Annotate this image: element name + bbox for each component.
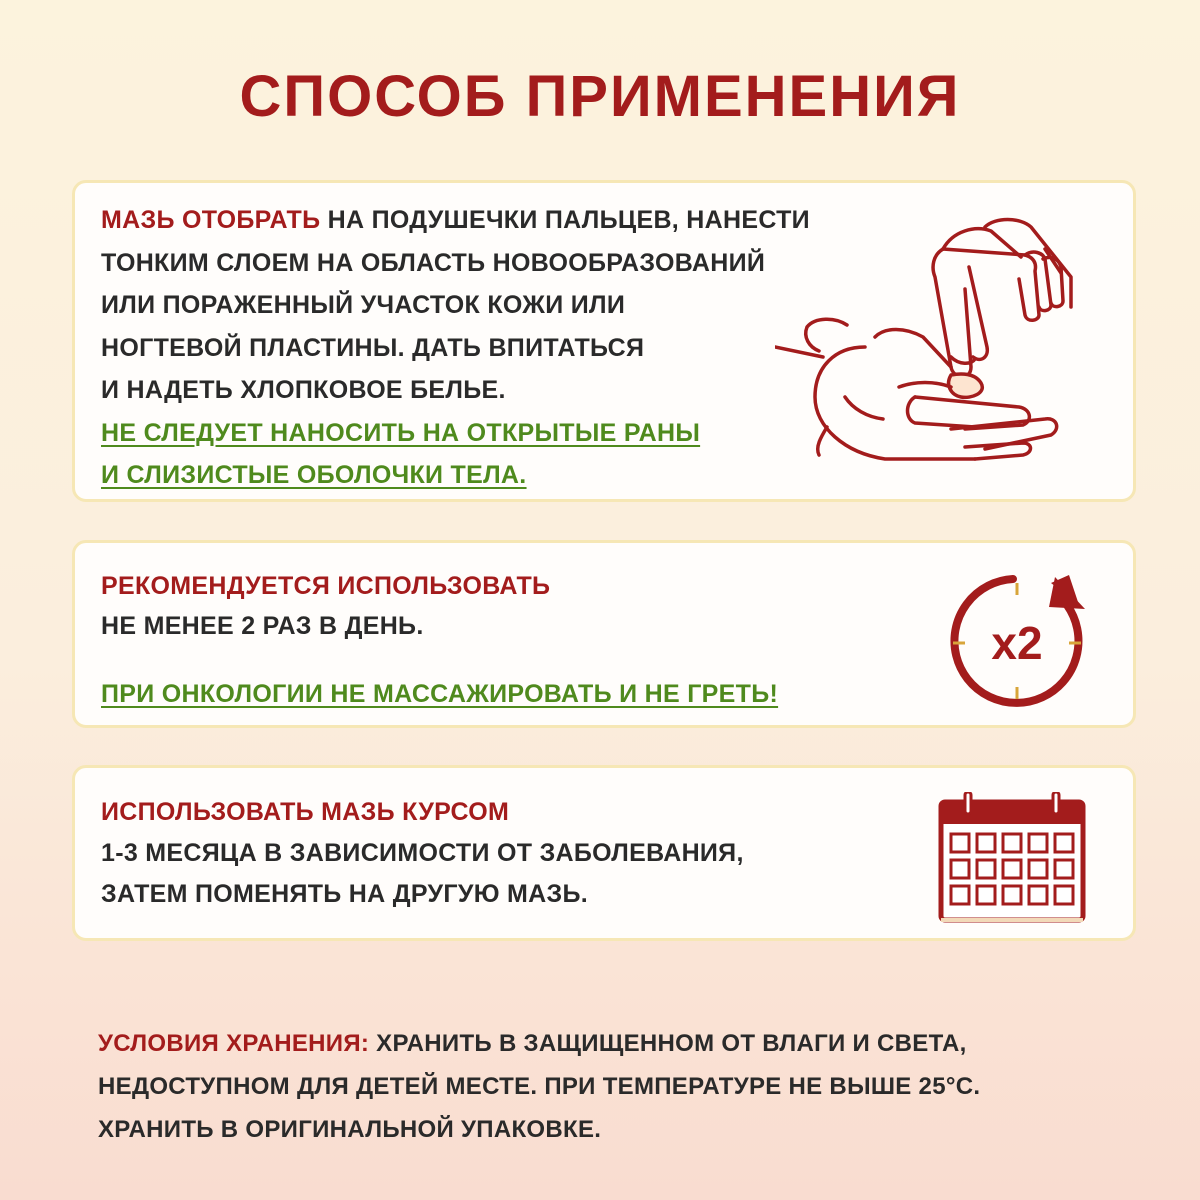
application-instructions-card xyxy=(72,180,1136,502)
x2-label: x2 xyxy=(991,617,1043,669)
spacer xyxy=(101,646,778,674)
application-text xyxy=(101,199,810,497)
text-line: И НАДЕТЬ ХЛОПКОВОЕ БЕЛЬЕ. xyxy=(101,376,506,404)
course-line: ЗАТЕМ ПОМЕНЯТЬ НА ДРУГУЮ МАЗЬ. xyxy=(101,880,588,908)
course-text xyxy=(101,792,744,915)
storage-text: ХРАНИТЬ В ЗАЩИЩЕННОМ ОТ ВЛАГИ И СВЕТА, xyxy=(369,1030,967,1057)
warning-text: НЕ СЛЕДУЕТ НАНОСИТЬ НА ОТКРЫТЫЕ РАНЫ xyxy=(101,418,701,447)
course-card xyxy=(72,765,1136,941)
highlight-text: МАЗЬ ОТОБРАТЬ xyxy=(101,206,321,234)
text-line: НОГТЕВОЙ ПЛАСТИНЫ. ДАТЬ ВПИТАТЬСЯ xyxy=(101,333,645,362)
page-title: СПОСОБ ПРИМЕНЕНИЯ xyxy=(239,64,961,129)
twice-daily-cycle-icon xyxy=(937,561,1097,711)
frequency-heading: РЕКОМЕНДУЕТСЯ ИСПОЛЬЗОВАТЬ xyxy=(101,572,551,600)
storage-line xyxy=(98,1022,980,1065)
frequency-card xyxy=(72,540,1136,728)
storage-conditions xyxy=(98,1022,980,1151)
frequency-line: НЕ МЕНЕЕ 2 РАЗ В ДЕНЬ. xyxy=(101,612,424,640)
text-line: ИЛИ ПОРАЖЕННЫЙ УЧАСТОК КОЖИ ИЛИ xyxy=(101,291,626,319)
course-heading: ИСПОЛЬЗОВАТЬ МАЗЬ КУРСОМ xyxy=(101,798,510,826)
storage-line: НЕДОСТУПНОМ ДЛЯ ДЕТЕЙ МЕСТЕ. ПРИ ТЕМПЕРАТУРЕ НЕ ВЫШЕ 25°С. xyxy=(98,1073,981,1100)
warning-text: И СЛИЗИСТЫЕ ОБОЛОЧКИ ТЕЛА. xyxy=(101,461,527,489)
text-line xyxy=(101,199,810,242)
text-line: ТОНКИМ СЛОЕМ НА ОБЛАСТЬ НОВООБРАЗОВАНИЙ xyxy=(101,248,766,277)
warning-text: ПРИ ОНКОЛОГИИ НЕ МАССАЖИРОВАТЬ И НЕ ГРЕТЬ! xyxy=(101,680,779,708)
text-span: НА ПОДУШЕЧКИ ПАЛЬЦЕВ, НАНЕСТИ xyxy=(320,206,810,234)
warning-line xyxy=(101,674,778,714)
warning-line xyxy=(101,454,810,497)
frequency-text xyxy=(101,566,778,714)
hand-applying-ointment-icon xyxy=(775,197,1095,487)
storage-line: ХРАНИТЬ В ОРИГИНАЛЬНОЙ УПАКОВКЕ. xyxy=(98,1116,602,1143)
storage-label: УСЛОВИЯ ХРАНЕНИЯ: xyxy=(98,1030,370,1057)
calendar-icon xyxy=(937,792,1087,926)
warning-line xyxy=(101,412,810,455)
course-line: 1-3 МЕСЯЦА В ЗАВИСИМОСТИ ОТ ЗАБОЛЕВАНИЯ, xyxy=(101,839,744,867)
